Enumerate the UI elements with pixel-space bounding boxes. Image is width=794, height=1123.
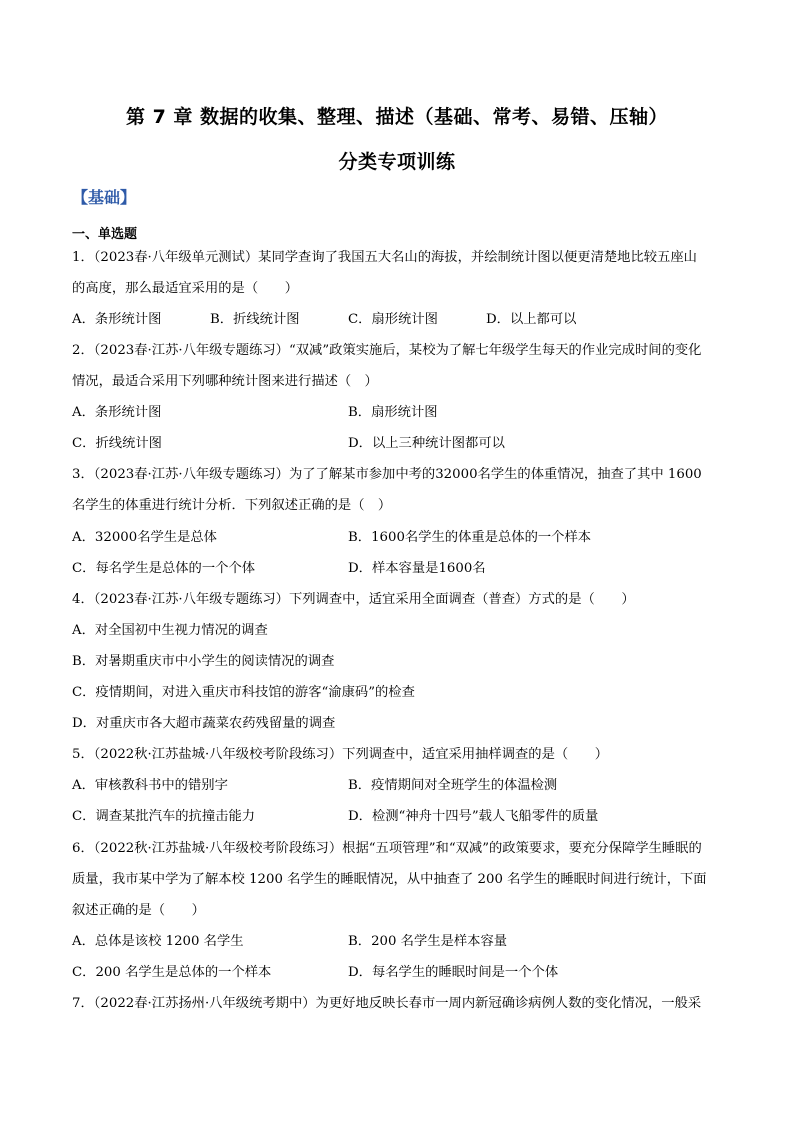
question-5-option-d: D．检测“神舟十四号”载人飞船零件的质量 [348, 809, 599, 824]
question-1-line-2: 的高度，那么最适宜采用的是（ ） [72, 281, 299, 296]
page-subtitle: 分类专项训练 [338, 151, 456, 173]
question-4-option-a: A．对全国初中生视力情况的调查 [72, 623, 268, 638]
question-2-option-a: A．条形统计图 [72, 405, 162, 420]
question-4-line-1: 4．（2023春·江苏·八年级专题练习）下列调查中，适宜采用全面调查（普查）方式的是（ ） [72, 592, 635, 607]
question-1-option-d: D．以上都可以 [486, 312, 577, 327]
question-5-option-a: A．审核教科书中的错别字 [72, 778, 228, 793]
question-5-option-c: C．调查某批汽车的抗撞击能力 [72, 809, 256, 824]
question-4-option-b: B．对暑期重庆市中小学生的阅读情况的调查 [72, 654, 335, 669]
question-6-line-1: 6．（2022秋·江苏盐城·八年级校考阶段练习）根据“五项管理”和“双减”的政策要求，要充分保障学生睡眠的 [72, 841, 702, 856]
question-6-option-c: C．200 名学生是总体的一个样本 [72, 965, 272, 980]
question-3-line-2: 名学生的体重进行统计分析．下列叙述正确的是（ ） [72, 498, 392, 513]
question-4-option-c: C．疫情期间，对进入重庆市科技馆的游客“渝康码”的检查 [72, 685, 415, 700]
question-3-line-1: 3．（2023春·江苏·八年级专题练习）为了了解某市参加中考的32000名学生的体重情况，抽查了其中 1600 [72, 467, 702, 482]
question-1-option-c: C．扇形统计图 [348, 312, 438, 327]
question-6-option-d: D．每名学生的睡眠时间是一个个体 [348, 965, 559, 980]
question-3-option-d: D．样本容量是1600名 [348, 561, 486, 576]
question-2-line-2: 情况，最适合采用下列哪种统计图来进行描述（ ） [72, 374, 378, 389]
question-1-line-1: 1．（2023春·八年级单元测试）某同学查询了我国五大名山的海拔，并绘制统计图以便更清楚地比较五座山 [72, 250, 697, 265]
question-2-line-1: 2．（2023春·江苏·八年级专题练习）“双减”政策实施后，某校为了解七年级学生每天的作业完成时间的变化 [72, 343, 702, 358]
question-5-option-b: B．疫情期间对全班学生的体温检测 [348, 778, 558, 793]
question-2-option-b: B．扇形统计图 [348, 405, 438, 420]
question-2-option-c: C．折线统计图 [72, 436, 162, 451]
page-title: 第 7 章 数据的收集、整理、描述（基础、常考、易错、压轴） [125, 106, 669, 128]
question-6-option-b: B．200 名学生是样本容量 [348, 934, 508, 949]
question-7-line-1: 7．（2022春·江苏扬州·八年级统考期中）为更好地反映长春市一周内新冠确诊病例人数的变化情况，一般采 [72, 996, 702, 1011]
question-6-option-a: A．总体是该校 1200 名学生 [72, 934, 244, 949]
question-3-option-c: C．每名学生是总体的一个个体 [72, 561, 256, 576]
question-3-option-a: A．32000名学生是总体 [72, 530, 217, 545]
question-5-line-1: 5．（2022秋·江苏盐城·八年级校考阶段练习）下列调查中，适宜采用抽样调查的是（ ） [72, 747, 609, 762]
section-subtitle: 一、单选题 [72, 227, 138, 242]
question-4-option-d: D．对重庆市各大超市蔬菜农药残留量的调查 [72, 716, 336, 731]
question-3-option-b: B．1600名学生的体重是总体的一个样本 [348, 530, 592, 545]
question-1-option-b: B．折线统计图 [210, 312, 300, 327]
section-tag: 【基础】 [72, 188, 137, 207]
question-2-option-d: D．以上三种统计图都可以 [348, 436, 505, 451]
question-6-line-3: 叙述正确的是（ ） [72, 903, 205, 918]
question-1-option-a: A．条形统计图 [72, 312, 162, 327]
question-6-line-2: 质量，我市某中学为了解本校 1200 名学生的睡眠情况，从中抽查了 200 名学生的睡眠时间进行统计，下面 [72, 872, 707, 887]
